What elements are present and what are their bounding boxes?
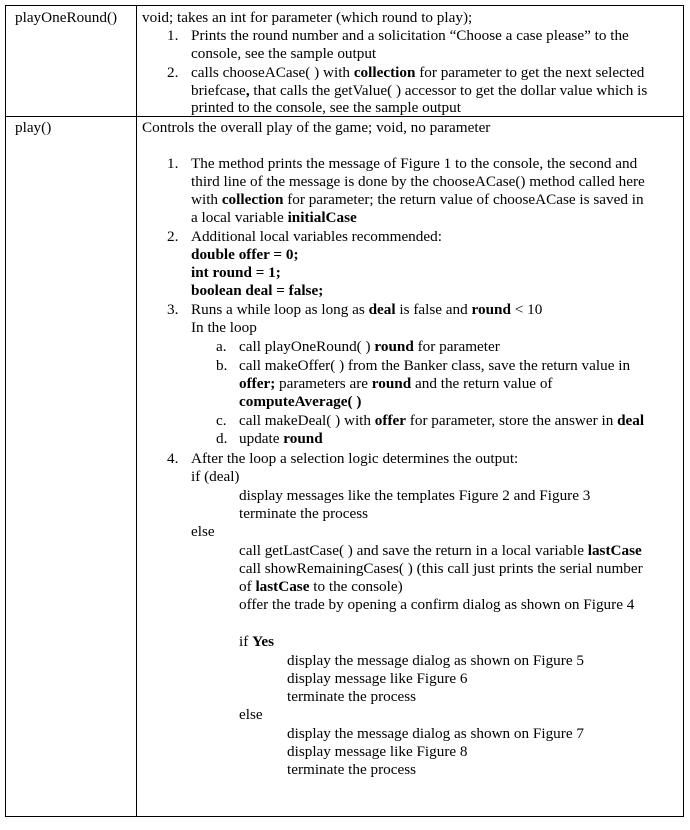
bold-text-segment: round (374, 338, 414, 355)
text-segment: calls chooseACase( ) with (191, 64, 354, 81)
text-segment: and the return value of (411, 375, 553, 392)
list-item-text: The method prints the message of Figure 1 to the console, the second and (191, 155, 638, 172)
bold-text-segment: , (245, 82, 250, 99)
sublist-item-text (239, 393, 361, 411)
list-item-text (191, 64, 644, 82)
bold-text-segment: round (471, 301, 511, 318)
bold-text-segment: collection (353, 64, 416, 81)
bold-text-segment: deal (368, 301, 396, 318)
text-segment: call getLastCase( ) and save the return in a local variable (239, 542, 588, 559)
sublist-marker: b. (216, 357, 228, 374)
code-line (191, 282, 323, 300)
text-segment: for parameter to get the next selected (415, 64, 645, 81)
else-line (239, 578, 403, 596)
text-segment: for parameter; the return value of chooseACase is saved in (283, 191, 644, 208)
bold-text-segment: offer; (239, 375, 276, 392)
bold-text-segment: double offer = 0; (191, 246, 299, 263)
bold-text-segment: int round = 1; (191, 264, 281, 281)
sublist-item-text (239, 338, 500, 356)
sublist-marker: d. (216, 430, 228, 447)
table-border-top (5, 5, 684, 6)
method-name-play: play() (15, 119, 52, 136)
text-segment: that calls the getValue( ) accessor to get the dollar value which is (249, 82, 648, 99)
list-item-text: if (deal) (191, 468, 240, 485)
code-line (191, 246, 299, 264)
yes-line: terminate the process (287, 688, 417, 705)
list-marker: 4. (167, 450, 179, 467)
text-segment: to the console) (309, 578, 403, 595)
if-yes-label (239, 633, 274, 651)
yes-line: display message like Figure 6 (287, 670, 468, 687)
bold-text-segment: round (371, 375, 412, 392)
text-segment: < 10 (510, 301, 543, 318)
list-item-text (191, 82, 647, 100)
table-column-divider (136, 5, 137, 817)
list-marker: 3. (167, 301, 179, 318)
text-segment: briefcase (191, 82, 246, 99)
if-deal-line: terminate the process (239, 505, 369, 522)
list-item-text (191, 191, 644, 209)
text-segment: is false and (395, 301, 472, 318)
list-marker: 2. (167, 64, 179, 81)
no-line: terminate the process (287, 761, 417, 778)
else-line (239, 542, 642, 560)
bold-text-segment: collection (221, 191, 284, 208)
list-marker: 1. (167, 155, 179, 172)
sublist-marker: c. (216, 412, 227, 429)
playoneround-summary: void; takes an int for parameter (which round to play); (142, 9, 473, 26)
bold-text-segment: offer (374, 412, 406, 429)
yes-line: display the message dialog as shown on Figure 5 (287, 652, 584, 669)
list-item-text (191, 301, 542, 319)
table-border-right (683, 5, 684, 817)
text-segment: Runs a while loop as long as (191, 301, 369, 318)
bold-text-segment: boolean deal = false; (191, 282, 324, 299)
play-summary: Controls the overall play of the game; void, no parameter (142, 119, 491, 136)
list-item-text: Prints the round number and a solicitation “Choose a case please” to the (191, 27, 629, 44)
else-line: offer the trade by opening a confirm dialog as shown on Figure 4 (239, 596, 635, 613)
bold-text-segment: initialCase (287, 209, 357, 226)
inner-else-label: else (239, 706, 263, 723)
code-line (191, 264, 281, 282)
text-segment: call makeDeal( ) with (239, 412, 375, 429)
list-item-text (191, 209, 357, 227)
bold-text-segment: lastCase (255, 578, 310, 595)
text-segment: with (191, 191, 222, 208)
text-segment: of (239, 578, 256, 595)
sublist-item-text (239, 412, 644, 430)
list-item-text: printed to the console, see the sample output (191, 99, 461, 116)
bold-text-segment: Yes (252, 633, 275, 650)
text-segment: parameters are (275, 375, 372, 392)
bold-text-segment: deal (617, 412, 645, 429)
no-line: display the message dialog as shown on Figure 7 (287, 725, 584, 742)
else-label: else (191, 523, 215, 540)
sublist-marker: a. (216, 338, 227, 355)
sublist-item-text (239, 430, 323, 448)
list-item-text: In the loop (191, 319, 257, 336)
sublist-item-text (239, 375, 552, 393)
list-marker: 2. (167, 228, 179, 245)
bold-text-segment: computeAverage( ) (239, 393, 362, 410)
method-name-playoneround: playOneRound() (15, 9, 118, 26)
table-border-left (5, 5, 6, 817)
text-segment: a local variable (191, 209, 288, 226)
text-segment: call playOneRound( ) (239, 338, 375, 355)
list-item-text: After the loop a selection logic determines the output: (191, 450, 519, 467)
if-deal-line: display messages like the templates Figure 2 and Figure 3 (239, 487, 591, 504)
list-item-text: console, see the sample output (191, 45, 377, 62)
bold-text-segment: round (283, 430, 323, 447)
text-segment: for parameter, store the answer in (406, 412, 618, 429)
text-segment: update (239, 430, 284, 447)
no-line: display message like Figure 8 (287, 743, 468, 760)
text-segment: for parameter (413, 338, 500, 355)
list-item-text: Additional local variables recommended: (191, 228, 442, 245)
text-segment: if (239, 633, 253, 650)
list-marker: 1. (167, 27, 179, 44)
table-border-bottom (5, 816, 684, 817)
list-item-text: third line of the message is done by the chooseACase() method called here (191, 173, 645, 190)
else-line: call showRemainingCases( ) (this call just prints the serial number (239, 560, 643, 577)
sublist-item-text: call makeOffer( ) from the Banker class, save the return value in (239, 357, 631, 374)
bold-text-segment: lastCase (587, 542, 642, 559)
